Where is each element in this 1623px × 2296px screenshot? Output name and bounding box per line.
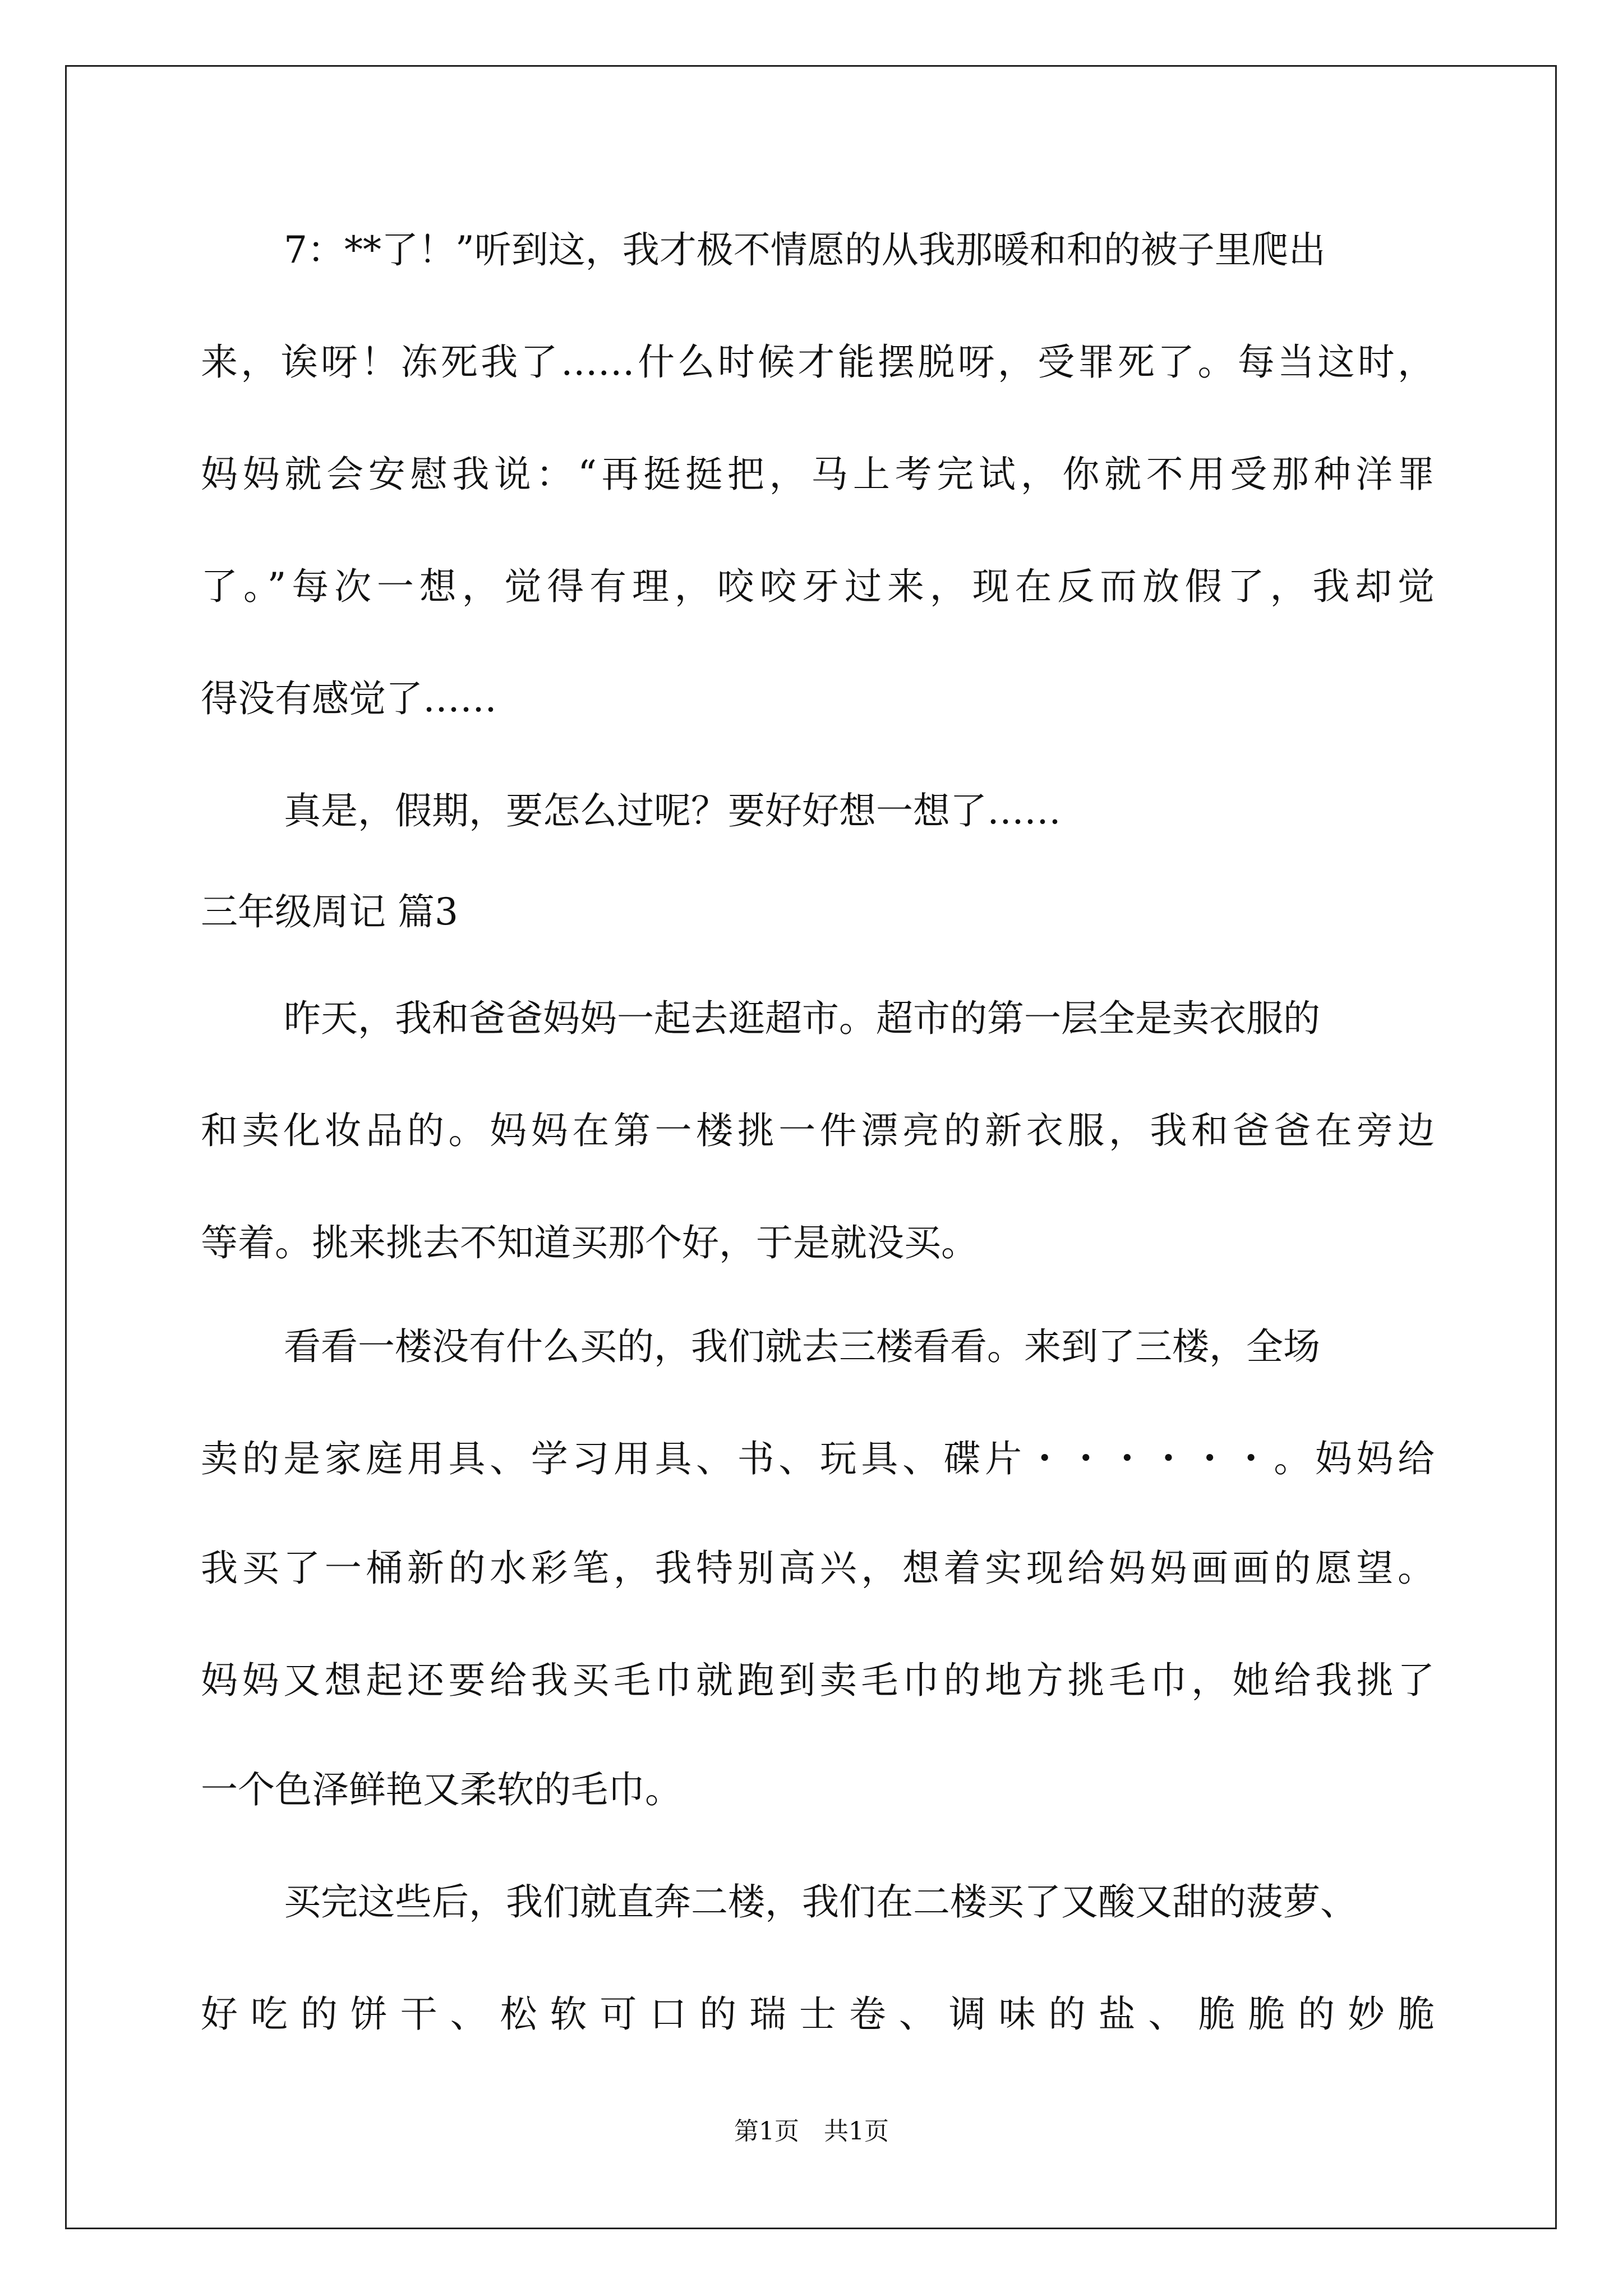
paragraph-line: 来，诶呀！冻死我了……什么时候才能摆脱呀，受罪死了。每当这时， bbox=[201, 341, 1435, 384]
paragraph-line: 看看一楼没有什么买的，我们就去三楼看看。来到了三楼，全场 bbox=[284, 1325, 1320, 1368]
paragraph-line: 买完这些后，我们就直奔二楼，我们在二楼买了又酸又甜的菠萝、 bbox=[284, 1880, 1357, 1924]
paragraph-line: 妈妈就会安慰我说：“再挺挺把，马上考完试，你就不用受那种洋罪 bbox=[201, 453, 1435, 496]
section-heading: 三年级周记 篇3 bbox=[201, 890, 458, 933]
paragraph-line: 和卖化妆品的。妈妈在第一楼挑一件漂亮的新衣服，我和爸爸在旁边 bbox=[201, 1109, 1435, 1152]
paragraph-line: 我买了一桶新的水彩笔，我特别高兴，想着实现给妈妈画画的愿望。 bbox=[201, 1547, 1435, 1590]
paragraph-line: 一个色泽鲜艳又柔软的毛巾。 bbox=[201, 1768, 682, 1811]
page-footer: 第1页 共1页 bbox=[734, 2117, 889, 2146]
paragraph-line: 7：**了！”听到这，我才极不情愿的从我那暖和和的被子里爬出 bbox=[284, 228, 1326, 272]
paragraph-line: 好吃的饼干、松软可口的瑞士卷、调味的盐、脆脆的妙脆 bbox=[201, 1993, 1435, 2036]
paragraph-line: 卖的是家庭用具、学习用具、书、玩具、碟片・・・・・・。妈妈给 bbox=[201, 1437, 1435, 1480]
paragraph-line: 妈妈又想起还要给我买毛巾就跑到卖毛巾的地方挑毛巾，她给我挑了 bbox=[201, 1659, 1435, 1702]
paragraph-line: 得没有感觉了…… bbox=[201, 677, 497, 720]
paragraph-line: 等着。挑来挑去不知道买那个好，于是就没买。 bbox=[201, 1221, 978, 1264]
paragraph-line: 真是，假期，要怎么过呢？要好好想一想了…… bbox=[284, 789, 1061, 832]
paragraph-line: 昨天，我和爸爸妈妈一起去逛超市。超市的第一层全是卖衣服的 bbox=[284, 997, 1320, 1040]
paragraph-line: 了。”每次一想，觉得有理，咬咬牙过来，现在反而放假了，我却觉 bbox=[201, 565, 1435, 608]
